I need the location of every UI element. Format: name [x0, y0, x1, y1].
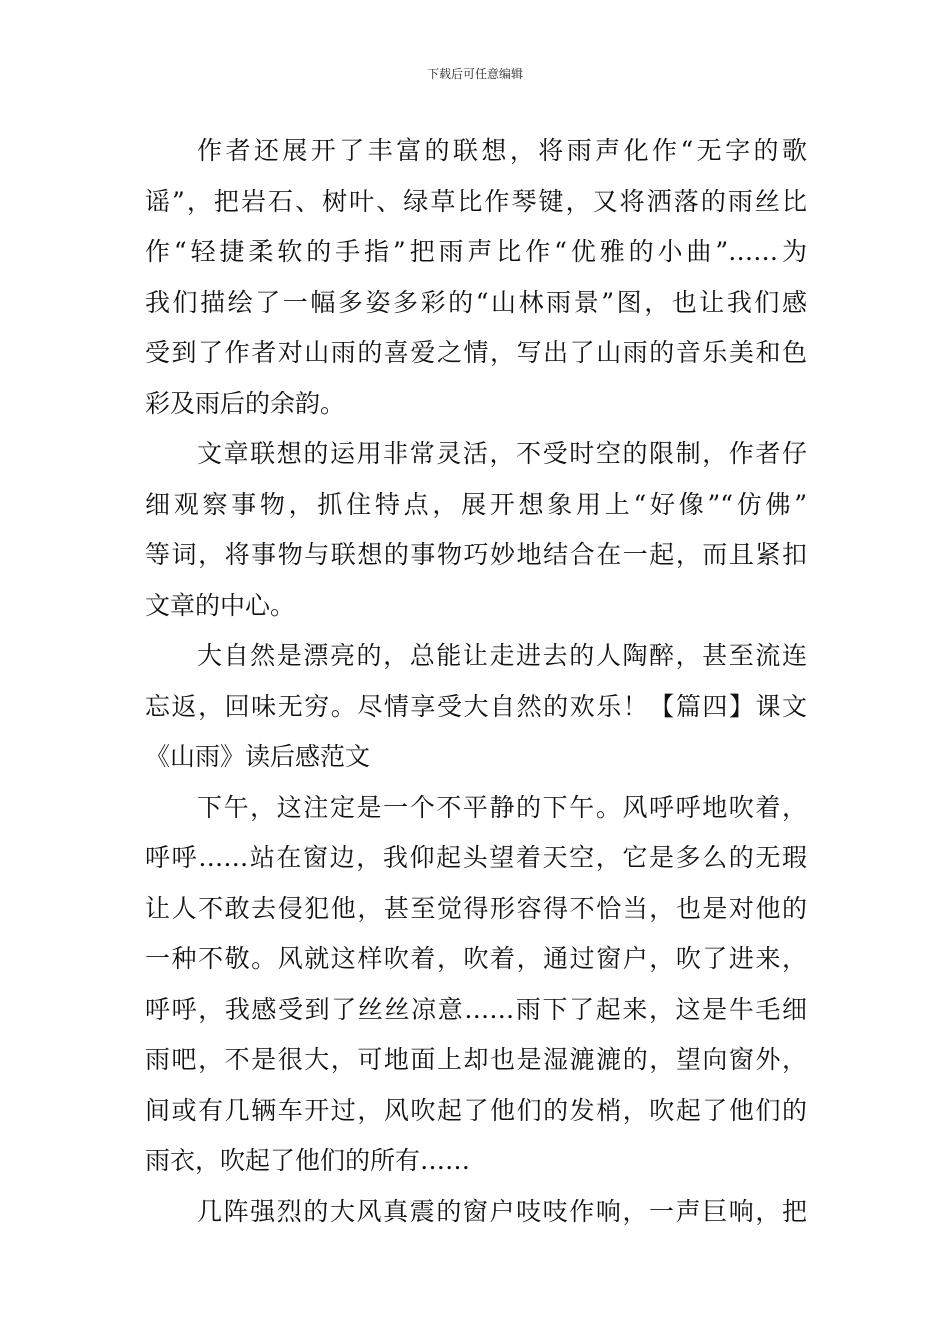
- document-body: [145, 126, 807, 1237]
- text-line: 受到了作者对山雨的喜爱之情，写出了山雨的音乐美和色: [145, 338, 807, 367]
- text-line: 雨吧，不是很大，可地面上却也是湿漉漉的，望向窗外，: [145, 1045, 807, 1074]
- text-line: 雨衣，吹起了他们的所有……: [145, 1146, 471, 1175]
- text-line: 大自然是漂亮的，总能让走进去的人陶醉，甚至流连: [197, 641, 807, 670]
- text-line: 一种不敬。风就这样吹着，吹着，通过窗户，吹了进来，: [145, 944, 807, 973]
- text-line: 彩及雨后的余韵。: [145, 388, 346, 418]
- text-line: 等词，将事物与联想的事物巧妙地结合在一起，而且紧扣: [145, 540, 807, 569]
- text-line: 文章联想的运用非常灵活，不受时空的限制，作者仔: [197, 439, 807, 468]
- text-line: 《山雨》读后感范文: [145, 742, 371, 771]
- text-line: 间或有几辆车开过，风吹起了他们的发梢，吹起了他们的: [145, 1095, 807, 1125]
- page-header: 下载后可任意编辑: [426, 67, 523, 81]
- text-line: 忘返，回味无穷。尽情享受大自然的欢乐！【篇四】课文: [145, 691, 807, 721]
- text-line: 文章的中心。: [145, 590, 296, 620]
- text-line: 呼呼，我感受到了丝丝凉意……雨下了起来，这是牛毛细: [145, 994, 807, 1024]
- text-line: 我们描绘了一幅多姿多彩的“山林雨景”图，也让我们感: [145, 287, 807, 317]
- text-line: 谣”，把岩石、树叶、绿草比作琴键，又将洒落的雨丝比: [145, 186, 807, 216]
- text-line: 几阵强烈的大风真震的窗户吱吱作响，一声巨响，把: [197, 1196, 807, 1226]
- text-line: 下午，这注定是一个不平静的下午。风呼呼地吹着，: [197, 792, 807, 822]
- text-line: 作“轻捷柔软的手指”把雨声比作“优雅的小曲”……为: [145, 237, 807, 266]
- text-line: 细观察事物，抓住特点，展开想象用上“好像”“仿佛”: [145, 489, 807, 519]
- text-line: 呼呼……站在窗边，我仰起头望着天空，它是多么的无瑕: [145, 843, 807, 872]
- text-line: 作者还展开了丰富的联想，将雨声化作“无字的歌: [197, 136, 807, 165]
- text-line: 让人不敢去侵犯他，甚至觉得形容得不恰当，也是对他的: [145, 893, 807, 923]
